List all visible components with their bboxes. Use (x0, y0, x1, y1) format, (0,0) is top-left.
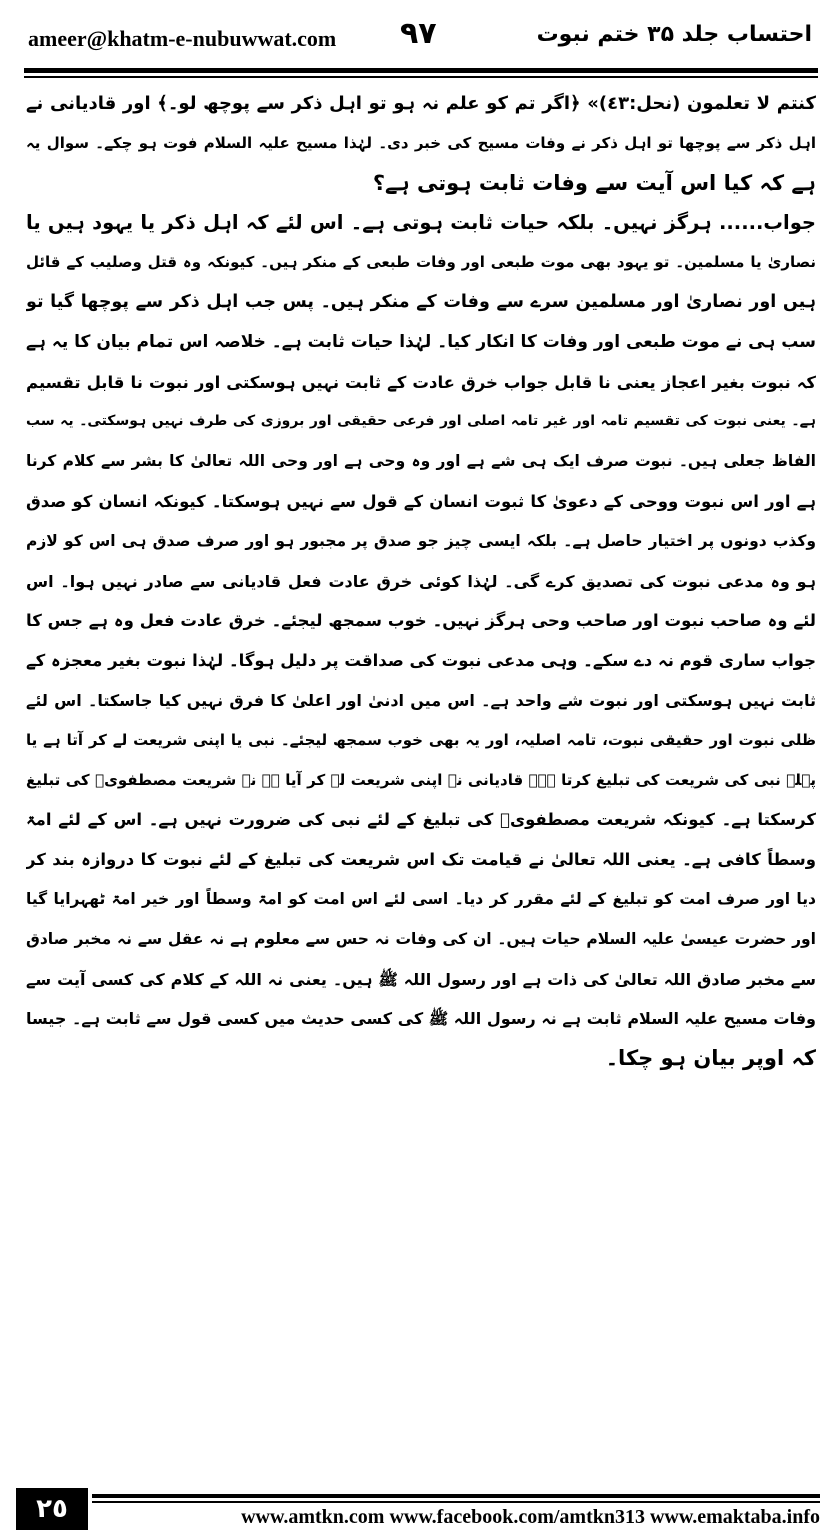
header-email: ameer@khatm-e-nubuwwat.com (28, 26, 337, 51)
text-line: جواب...... ہرگز نہیں۔ بلکہ حیات ثابت ہوتی ہے۔ اس لئے کہ اہل ذکر یا یہود ہیں یا (26, 211, 816, 235)
footer-rule-thick (92, 1494, 820, 1498)
text-line: لئے وہ صاحب نبوت اور صاحب وحی ہرگز نہیں۔ خوب سمجھ لیجئے۔ خرق عادت فعل وہ ہے جس کا (26, 611, 816, 631)
footer-rule-thin (92, 1501, 820, 1503)
text-line: سے مخبر صادق اللہ تعالیٰ کی ذات ہے اور رسول اللہ ﷺ ہیں۔ یعنی نہ اللہ کے کلام کی کسی آیت سے (26, 969, 816, 989)
page-footer (0, 1488, 840, 1540)
text-line: ظلی نبوت اور حقیقی نبوت، تامہ اصلیہ، اور یہ بھی خوب سمجھ لیجئے۔ نبی یا اپنی شریعت لے کر آتا ہے یا (26, 730, 816, 749)
text-line: پہلے نبی کی شریعت کی تبلیغ کرتا ہے۔ قادیانی نہ اپنی شریعت لے کر آیا ہے نہ شریعت مصطفویؐ کی تبلیغ (26, 770, 816, 789)
text-line: کرسکتا ہے۔ کیونکہ شریعت مصطفویؐ کی تبلیغ کے لئے نبی کی ضرورت نہیں ہے۔ اس کے لئے امۃ (26, 810, 816, 830)
running-title: احتساب جلد ۳۵ ختم نبوت (536, 22, 812, 47)
text-line: ہے کہ کیا اس آیت سے وفات ثابت ہوتی ہے؟ (372, 170, 816, 195)
folio-number: ٢٥ (16, 1488, 88, 1530)
page-number: ٩٧ (400, 16, 437, 51)
text-line: نصاریٰ یا مسلمین۔ تو یہود بھی موت طبعی اور وفات طبعی کے منکر ہیں۔ کیونکہ وہ قتل وصلیب کے قائل (26, 253, 816, 272)
header-rule-thin (24, 76, 818, 78)
text-line: وفات مسیح علیہ السلام ثابت ہے نہ رسول اللہ ﷺ کی کسی حدیث میں کسی قول سے ثابت ہے۔ جیسا (26, 1009, 816, 1029)
text-line: جواب ساری قوم نہ دے سکے۔ وہی مدعی نبوت کی صداقت پر دلیل ہوگا۔ لہٰذا نبوت بغیر معجزہ کے (26, 651, 816, 671)
text-line: ثابت نہیں ہوسکتی اور نبوت شے واحد ہے۔ اس میں ادنیٰ اور اعلیٰ کا فرق نہیں کیا جاسکتا۔ اس لئے (26, 690, 816, 710)
text-line: ہے اور اس نبوت ووحی کے دعویٰ کا ثبوت انسان کے قول سے نہیں ہوسکتا۔ کیونکہ انسان کو صدق (26, 491, 816, 511)
text-line: اور حضرت عیسیٰ علیہ السلام حیات ہیں۔ ان کی وفات نہ حس سے معلوم ہے نہ عقل سے نہ مخبر صادق (26, 929, 816, 948)
text-line: ہو وہ مدعی نبوت کی تصدیق کرے گی۔ لہٰذا کوئی خرق عادت فعل قادیانی سے صادر نہیں ہوا۔ اس (26, 571, 816, 591)
text-line: ہیں اور نصاریٰ اور مسلمین سرے سے وفات کے منکر ہیں۔ پس جب اہل ذکر سے پوچھا گیا تو (26, 291, 816, 312)
text-line: الفاظ جعلی ہیں۔ نبوت صرف ایک ہی شے ہے اور وہ وحی ہے اور وحی اللہ تعالیٰ کا بشر سے کلام کرنا (26, 452, 816, 471)
page-header (0, 0, 840, 70)
text-line: دیا اور صرف امت کو تبلیغ کے لئے مقرر کر دیا۔ اسی لئے اس امت کو امۃ وسطاً اور خیر امۃ ٹھہرایا گیا (26, 889, 816, 908)
text-line: سب ہی نے موت طبعی اور وفات کا انکار کیا۔ لہٰذا حیات ثابت ہے۔ خلاصہ اس تمام بیان کا یہ ہے (26, 331, 816, 352)
text-line: کنتم لا تعلمون (نحل:٤٣)» ﴿اگر تم کو علم نہ ہو تو اہل ذکر سے پوچھ لو۔﴾ اور قادیانی نے (26, 93, 816, 114)
body-text (26, 84, 816, 1079)
text-line: وسطاً کافی ہے۔ یعنی اللہ تعالیٰ نے قیامت تک اس شریعت کی تبلیغ کے لئے نبوت کا دروازہ بند کر (26, 850, 816, 870)
text-line: ہے۔ یعنی نبوت کی تقسیم تامہ اور غیر تامہ اصلی اور فرعی حقیقی اور بروزی کی طرف نہیں ہوسکتی۔ یہ سب (26, 413, 816, 430)
text-line: کہ اوپر بیان ہو چکا۔ (605, 1046, 816, 1071)
footer-links: www.amtkn.com www.facebook.com/amtkn313 www.emaktaba.info (241, 1506, 820, 1528)
header-rule-thick (24, 68, 818, 73)
text-line: کہ نبوت بغیر اعجاز یعنی نا قابل جواب خرق عادت کے ثابت نہیں ہوسکتی اور نبوت نا قابل تقسیم (26, 372, 816, 392)
text-line: وکذب دونوں پر اختیار حاصل ہے۔ بلکہ ایسی چیز جو صدق پر مجبور ہو اور صرف صدق ہی اس کو لازم (26, 531, 816, 550)
text-line: اہل ذکر سے پوچھا تو اہل ذکر نے وفات مسیح کی خبر دی۔ لہٰذا مسیح علیہ السلام فوت ہو چکے۔ سوال یہ (26, 133, 816, 152)
